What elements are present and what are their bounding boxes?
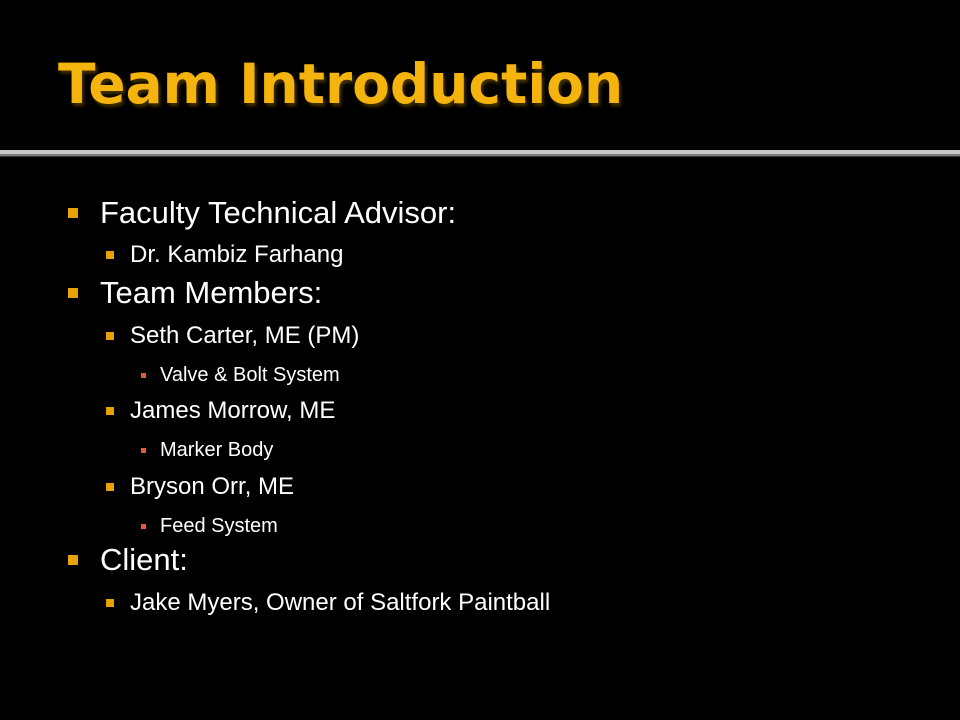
bullet-item-level1 — [68, 275, 322, 311]
bullet-text: Feed System — [160, 515, 278, 537]
slide-title: Team Introduction — [58, 52, 624, 116]
bullet-item-level1 — [68, 542, 188, 578]
small-square-bullet-icon — [141, 448, 146, 453]
title-bar — [0, 0, 960, 150]
square-bullet-icon — [68, 208, 78, 218]
bullet-item-level2 — [106, 397, 335, 425]
bullet-item-level3 — [141, 515, 278, 538]
bullet-text: Seth Carter, ME (PM) — [130, 322, 360, 349]
small-square-bullet-icon — [141, 524, 146, 529]
bullet-text: Client: — [100, 542, 188, 577]
bullet-item-level2 — [106, 322, 359, 350]
bullet-item-level2 — [106, 473, 294, 501]
bullet-text: Bryson Orr, ME — [130, 473, 295, 500]
bullet-item-level3 — [141, 364, 340, 387]
slide-content — [0, 157, 960, 720]
bullet-text: Valve & Bolt System — [160, 364, 340, 386]
bullet-text: Team Members: — [100, 275, 323, 310]
square-bullet-icon — [106, 251, 114, 259]
small-square-bullet-icon — [141, 373, 146, 378]
square-bullet-icon — [68, 555, 78, 565]
bullet-text: Marker Body — [160, 439, 274, 461]
square-bullet-icon — [106, 332, 114, 340]
square-bullet-icon — [106, 483, 114, 491]
bullet-text: Dr. Kambiz Farhang — [130, 241, 344, 268]
square-bullet-icon — [106, 599, 114, 607]
square-bullet-icon — [68, 288, 78, 298]
bullet-item-level2 — [106, 589, 550, 617]
bullet-item-level2 — [106, 241, 343, 269]
bullet-text: Jake Myers, Owner of Saltfork Paintball — [130, 589, 551, 616]
bullet-item-level1 — [68, 195, 456, 231]
bullet-text: James Morrow, ME — [130, 397, 336, 424]
square-bullet-icon — [106, 407, 114, 415]
bullet-item-level3 — [141, 439, 273, 462]
bullet-text: Faculty Technical Advisor: — [100, 195, 457, 230]
